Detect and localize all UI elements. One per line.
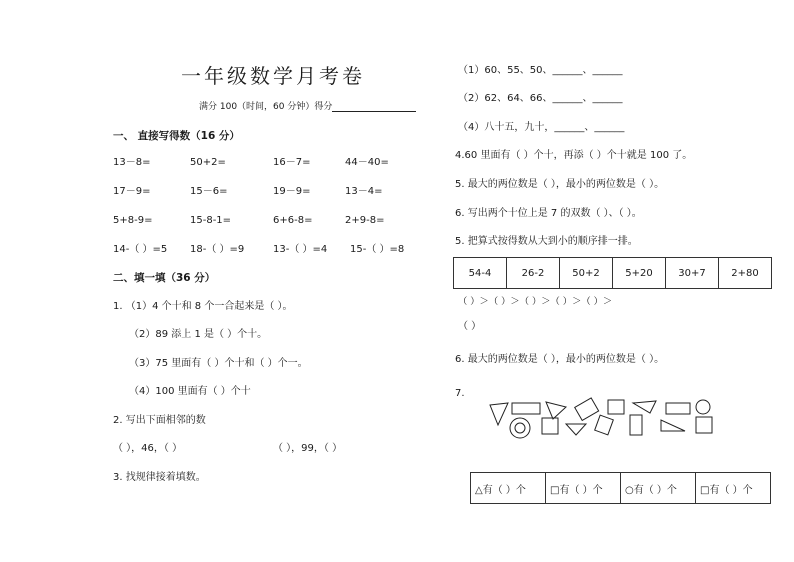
question-2-a: （ ），46，（ ） — [113, 443, 183, 454]
circle-icon — [696, 400, 710, 414]
count-cell-rectangle[interactable]: □有（ ）个 — [546, 473, 621, 504]
question-7: 7. — [455, 388, 465, 399]
calc-item: 50+2= — [190, 157, 226, 168]
score-blank[interactable] — [332, 103, 416, 112]
section1-title: 一、 直接写得数（16 分） — [113, 130, 240, 142]
rectangle-icon — [512, 403, 540, 414]
expression-cell: 5+20 — [613, 258, 666, 289]
count-cell-circle[interactable]: ○有（ ）个 — [621, 473, 696, 504]
question-2: 2. 写出下面相邻的数 — [113, 415, 206, 426]
calc-item: 15-8-1= — [190, 215, 232, 226]
expression-cell: 50+2 — [560, 258, 613, 289]
score-label: 满分 100（时间，60 分钟）得分 — [199, 102, 333, 112]
calc-item: 44－40= — [345, 157, 389, 168]
shapes-figure — [480, 395, 730, 445]
question-5a: 5. 最大的两位数是（ ），最小的两位数是（ ）。 — [455, 179, 665, 190]
calc-item: 15－6= — [190, 186, 228, 197]
section2-title: 二、填一填（36 分） — [113, 272, 216, 284]
expression-cell: 54-4 — [454, 258, 507, 289]
sequence-3: （4）八十五，九十，______、______ — [458, 122, 625, 133]
question-1-2: （2）89 添上 1 是（ ）个十。 — [129, 329, 268, 340]
order-row-2: （ ） — [458, 321, 482, 332]
triangle-icon — [490, 403, 508, 425]
score-line — [199, 103, 416, 112]
calc-item: 17－9= — [113, 186, 151, 197]
count-cell-square[interactable]: □有（ ）个 — [696, 473, 771, 504]
expression-cell: 2+80 — [719, 258, 772, 289]
rectangle-icon — [666, 403, 690, 414]
calc-item: 13－8= — [113, 157, 151, 168]
triangle-icon — [566, 424, 586, 435]
triangle-icon — [661, 420, 685, 431]
question-1-3: （3）75 里面有（ ）个十和（ ）个一。 — [129, 358, 308, 369]
question-1: 1. （1）4 个十和 8 个一合起来是（ ）。 — [113, 301, 293, 312]
calc-item: 13－4= — [345, 186, 383, 197]
calc-item: 6+6-8= — [273, 215, 313, 226]
sequence-2: （2）62、64、66、______、______ — [458, 93, 623, 104]
expression-cell: 30+7 — [666, 258, 719, 289]
calc-item: 14-（ ）=5 — [113, 244, 168, 255]
order-row-1: （ ）＞（ ）＞（ ）＞（ ）＞（ ）＞ — [458, 296, 613, 307]
calc-item: 5+8-9= — [113, 215, 153, 226]
square-icon — [696, 417, 712, 433]
question-2-b: （ ），99，（ ） — [273, 443, 343, 454]
calc-item: 13-（ ）=4 — [273, 244, 328, 255]
shape-count-table — [470, 472, 771, 504]
calc-item: 15-（ ）=8 — [350, 244, 405, 255]
question-3: 3. 找规律接着填数。 — [113, 472, 206, 483]
rectangle-icon — [575, 398, 599, 420]
square-icon — [595, 415, 614, 435]
square-icon — [542, 418, 558, 434]
square-icon — [608, 400, 624, 414]
circle-icon — [515, 423, 525, 433]
count-cell-triangle[interactable]: △有（ ）个 — [471, 473, 546, 504]
triangle-icon — [546, 402, 566, 419]
page-title: 一年级数学月考卷 — [181, 64, 365, 88]
question-1-4: （4）100 里面有（ ）个十 — [129, 386, 251, 397]
circle-icon — [510, 418, 530, 438]
rectangle-icon — [630, 415, 642, 435]
calc-item: 18-（ ）=9 — [190, 244, 245, 255]
sequence-1: （1）60、55、50、______、______ — [458, 65, 623, 76]
calc-item: 16－7= — [273, 157, 311, 168]
calc-item: 2+9-8= — [345, 215, 385, 226]
question-6b: 6. 最大的两位数是（ ），最小的两位数是（ ）。 — [455, 354, 665, 365]
question-6a: 6. 写出两个十位上是 7 的双数（ ）、（ ）。 — [455, 208, 642, 219]
question-5b: 5. 把算式按得数从大到小的顺序排一排。 — [455, 236, 638, 247]
triangle-icon — [633, 401, 656, 413]
expression-cell: 26-2 — [507, 258, 560, 289]
expression-table — [453, 257, 772, 289]
question-4: 4.60 里面有（ ）个十，再添（ ）个十就是 100 了。 — [455, 150, 693, 161]
calc-item: 19－9= — [273, 186, 311, 197]
